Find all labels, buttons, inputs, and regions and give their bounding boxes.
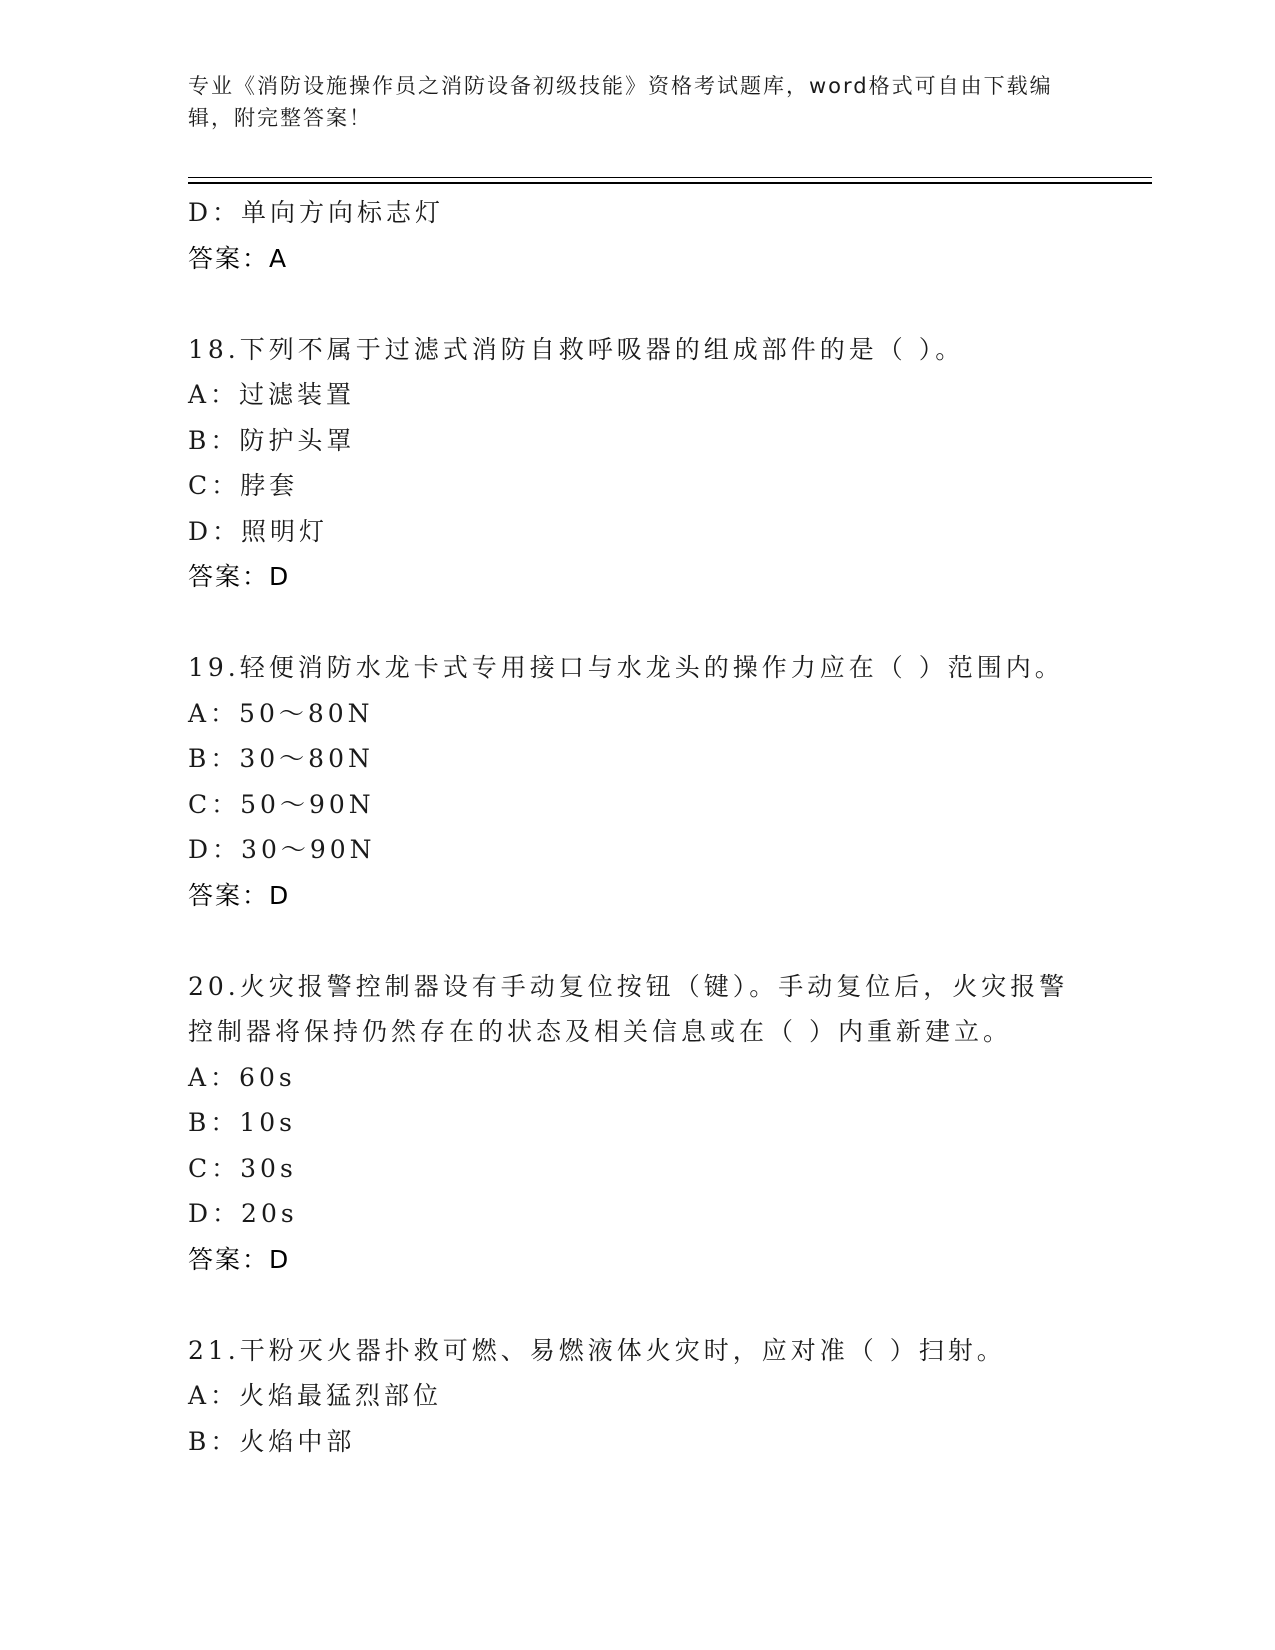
question-text: 20.火灾报警控制器设有手动复位按钮（键）。手动复位后，火灾报警控制器将保持仍然存在的状态及相关信息或在（ ）内重新建立。	[188, 971, 1069, 1046]
option-c: C：50～90N	[188, 789, 375, 819]
question-19	[188, 645, 1148, 918]
option-c: C：30s	[188, 1153, 297, 1183]
answer: 答案：D	[188, 562, 291, 591]
option-a: A：过滤装置	[188, 380, 356, 409]
question-text: 19.轻便消防水龙卡式专用接口与水龙头的操作力应在（ ）范围内。	[188, 653, 1064, 682]
spacer	[188, 281, 1148, 327]
option-a: A：火焰最猛烈部位	[188, 1381, 443, 1410]
question-list	[188, 190, 1148, 1464]
question-21	[188, 1328, 1148, 1465]
spacer	[188, 600, 1148, 646]
header-rule-bottom	[188, 182, 1152, 184]
option-b: B：火焰中部	[188, 1426, 356, 1456]
document-header: 专业《消防设施操作员之消防设备初级技能》资格考试题库，word格式可自由下载编辑，附完整答案！	[188, 74, 1053, 130]
option-b: B：防护头罩	[188, 425, 356, 455]
spacer	[188, 1282, 1148, 1328]
option-d: D：20s	[188, 1199, 298, 1228]
question-text: 18.下列不属于过滤式消防自救呼吸器的组成部件的是（ ）。	[188, 334, 965, 364]
option-a: A：60s	[188, 1062, 296, 1092]
answer: 答案：D	[188, 880, 291, 910]
question-20	[188, 964, 1148, 1283]
option-d: D：照明灯	[188, 516, 329, 546]
question-18	[188, 327, 1148, 600]
answer: 答案：D	[188, 1244, 291, 1274]
option-a: A：50～80N	[188, 698, 374, 728]
option-d: D：30～90N	[188, 835, 376, 864]
spacer	[188, 918, 1148, 964]
prev-option-d: D：单向方向标志灯	[188, 198, 445, 227]
prev-answer: 答案：A	[188, 243, 289, 273]
option-b: B：30～80N	[188, 744, 374, 773]
option-c: C：脖套	[188, 471, 299, 500]
question-text: 21.干粉灭火器扑救可燃、易燃液体火灾时，应对准（ ）扫射。	[188, 1335, 1006, 1365]
option-b: B：10s	[188, 1108, 297, 1137]
header-rule-top	[188, 177, 1152, 178]
